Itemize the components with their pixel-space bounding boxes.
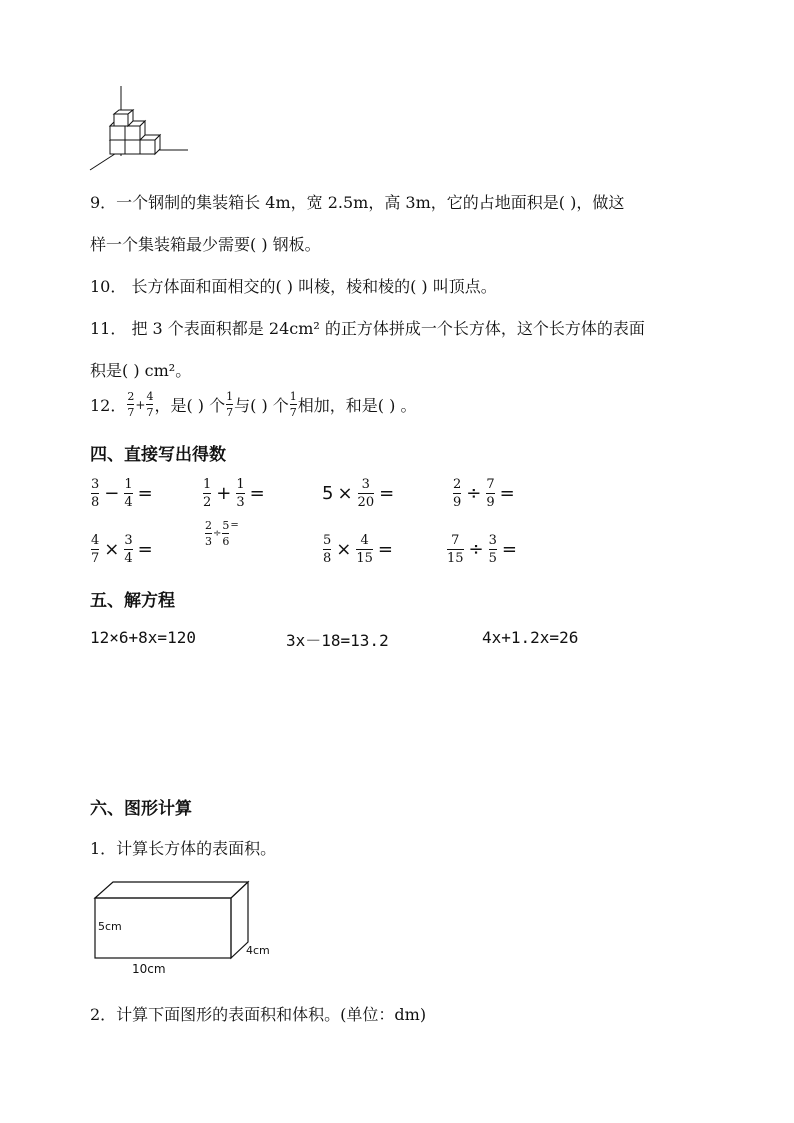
fraction: $\frac{4}{7}$ — [91, 533, 100, 566]
cube — [125, 126, 140, 140]
fraction: $\frac{7}{15}$ — [447, 533, 464, 566]
fraction: $\frac{1}{3}$ — [236, 477, 245, 510]
equals-sign: = — [137, 539, 153, 560]
question-9-line-2: 样一个集装箱最少需要( ) 钢板。 — [90, 235, 321, 254]
cuboid-length-label: 10cm — [132, 962, 166, 976]
calc-item — [90, 534, 153, 565]
cuboid-depth-label: 4cm — [246, 944, 270, 957]
question-9-line-1: 9．一个钢制的集装箱长 4m，宽 2.5m，高 3m，它的占地面积是( )，做这 — [90, 193, 625, 212]
cube — [114, 114, 128, 126]
equals-sign: = — [137, 483, 153, 504]
fraction: $\frac{2}{9}$ — [453, 477, 462, 510]
cube-stack-figure — [88, 84, 192, 174]
question-12-text-3: 相加，和是( ) 。 — [297, 396, 417, 415]
fraction: $\frac{2}{3}$ — [205, 519, 212, 548]
section-6-question-1: 1．计算长方体的表面积。 — [90, 839, 277, 858]
fraction: $\frac{4}{7}$ — [146, 390, 154, 419]
equation-1: 12×6+8x=120 — [90, 628, 196, 647]
cube — [110, 140, 125, 154]
cuboid-height-label: 5cm — [98, 920, 122, 933]
question-11-line-2: 积是( ) cm²。 — [90, 361, 192, 380]
section-6-title: 六、图形计算 — [90, 799, 192, 819]
question-12-text-2: 与( ) 个 — [234, 396, 289, 415]
fraction: $\frac{7}{9}$ — [486, 477, 495, 510]
fraction: $\frac{1}{7}$ — [289, 390, 297, 419]
equals-sign: = — [249, 483, 265, 504]
plus-sign: + — [135, 397, 146, 412]
fraction: $\frac{3}{5}$ — [488, 533, 497, 566]
calc-item — [446, 534, 517, 565]
equals-sign: = — [379, 483, 395, 504]
equals-sign: = — [501, 539, 518, 560]
operator: × — [337, 483, 353, 504]
question-12-text-1: ，是( ) 个 — [154, 396, 226, 415]
section-4-title: 四、直接写出得数 — [90, 445, 226, 465]
cube — [140, 140, 155, 154]
fraction: $\frac{3}{20}$ — [357, 477, 375, 510]
equals-sign: = — [499, 483, 515, 504]
equation-3: 4x+1.2x=26 — [482, 628, 579, 647]
calc-item — [90, 478, 153, 509]
calc-item — [322, 534, 393, 565]
operator: ÷ — [466, 483, 482, 504]
question-12 — [90, 391, 416, 418]
calc-item — [452, 478, 515, 509]
fraction: $\frac{1}{2}$ — [203, 477, 212, 510]
section-5-title: 五、解方程 — [90, 591, 175, 611]
operator: − — [104, 483, 120, 504]
fraction: $\frac{1}{7}$ — [226, 390, 234, 419]
section-6-question-2: 2．计算下面图形的表面积和体积。(单位：dm) — [90, 1005, 427, 1024]
fraction: $\frac{3}{8}$ — [91, 477, 100, 510]
cuboid-top-face — [95, 882, 248, 898]
operator: ÷ — [213, 528, 222, 539]
cube — [125, 140, 140, 154]
operator: ÷ — [468, 539, 484, 560]
calc-item — [204, 520, 239, 547]
equals-sign: = — [230, 520, 239, 531]
operator: × — [336, 539, 352, 560]
cube — [110, 126, 125, 140]
fraction: $\frac{5}{6}$ — [222, 519, 230, 548]
equation-2: 3x－18=13.2 — [286, 631, 389, 650]
operator: + — [216, 483, 232, 504]
fraction: $\frac{4}{15}$ — [356, 533, 373, 566]
fraction: $\frac{3}{4}$ — [124, 533, 133, 566]
fraction: $\frac{2}{7}$ — [127, 390, 135, 419]
operator: × — [104, 539, 120, 560]
whole-number: 5 — [322, 483, 334, 504]
fraction: $\frac{5}{8}$ — [323, 533, 332, 566]
fraction: $\frac{1}{4}$ — [124, 477, 133, 510]
equals-sign: = — [377, 539, 394, 560]
calc-item — [322, 478, 394, 509]
calc-item — [202, 478, 265, 509]
question-10: 10． 长方体面和面相交的( ) 叫棱，棱和棱的( ) 叫顶点。 — [90, 277, 497, 296]
question-12-prefix: 12． — [90, 396, 127, 415]
question-11-line-1: 11． 把 3 个表面积都是 24cm² 的正方体拼成一个长方体，这个长方体的表面 — [90, 319, 645, 338]
